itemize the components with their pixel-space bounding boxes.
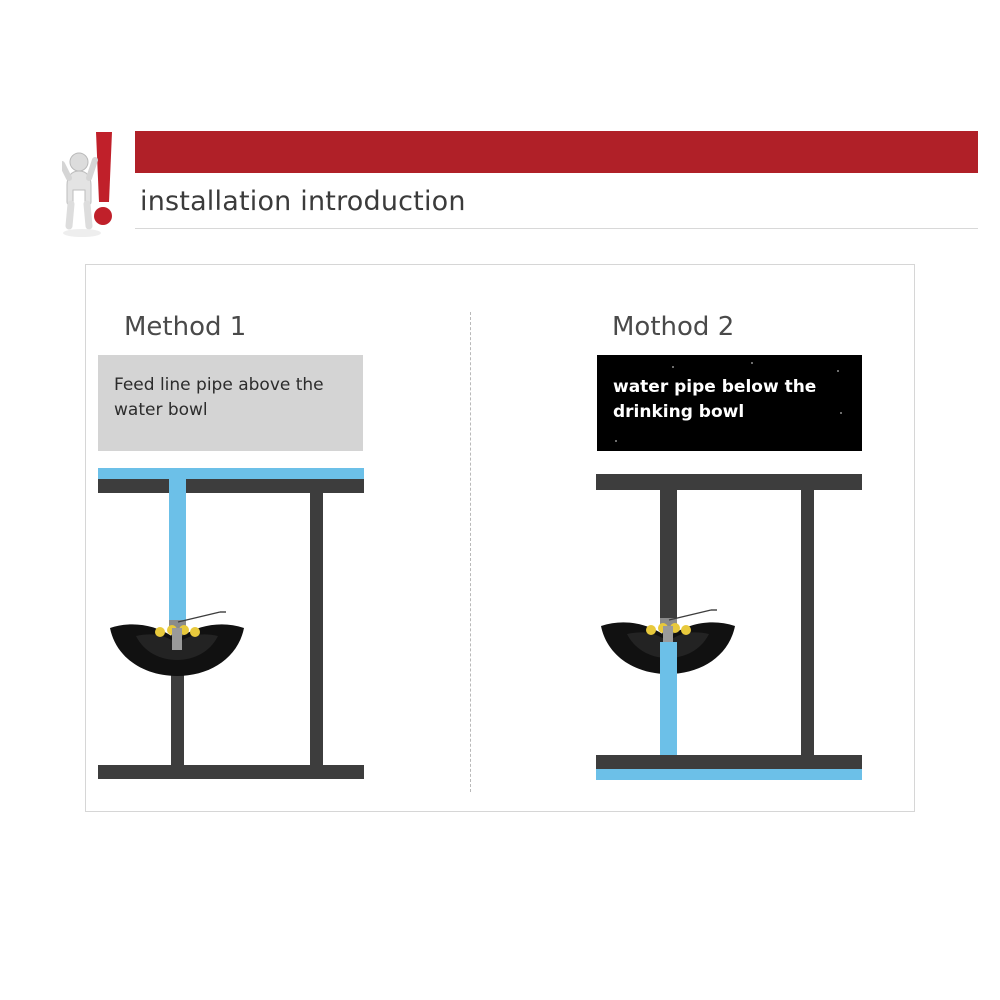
caption-speck xyxy=(840,412,842,414)
exclamation-mascot-icon xyxy=(62,130,128,238)
drop-pipe-upper xyxy=(660,490,677,630)
supply-pipe-horizontal xyxy=(596,769,862,780)
header-divider xyxy=(135,228,978,229)
method-1-title: Method 1 xyxy=(124,312,247,342)
method-2-caption: water pipe below the drinking bowl xyxy=(597,355,862,451)
header-red-bar xyxy=(135,131,978,173)
caption-speck xyxy=(615,440,617,442)
bottom-rail xyxy=(596,755,862,769)
page-title: installation introduction xyxy=(140,186,466,217)
method-divider xyxy=(470,312,471,792)
drop-pipe xyxy=(169,479,186,627)
caption-speck xyxy=(837,370,839,372)
top-rail xyxy=(98,479,364,493)
method-1-diagram xyxy=(98,460,364,785)
bottom-rail xyxy=(98,765,364,779)
method-1-caption: Feed line pipe above the water bowl xyxy=(98,355,363,451)
caption-speck xyxy=(751,362,753,364)
top-rail xyxy=(596,474,862,490)
drinking-bowl-icon xyxy=(110,624,244,676)
post-right xyxy=(310,493,323,765)
feed-pipe-horizontal xyxy=(98,468,364,479)
caption-speck xyxy=(672,366,674,368)
method-2-diagram xyxy=(596,460,862,785)
method-2-title: Mothod 2 xyxy=(612,312,735,342)
page-header xyxy=(0,0,1000,250)
post-right xyxy=(801,490,814,755)
supply-pipe-vertical xyxy=(660,642,677,755)
